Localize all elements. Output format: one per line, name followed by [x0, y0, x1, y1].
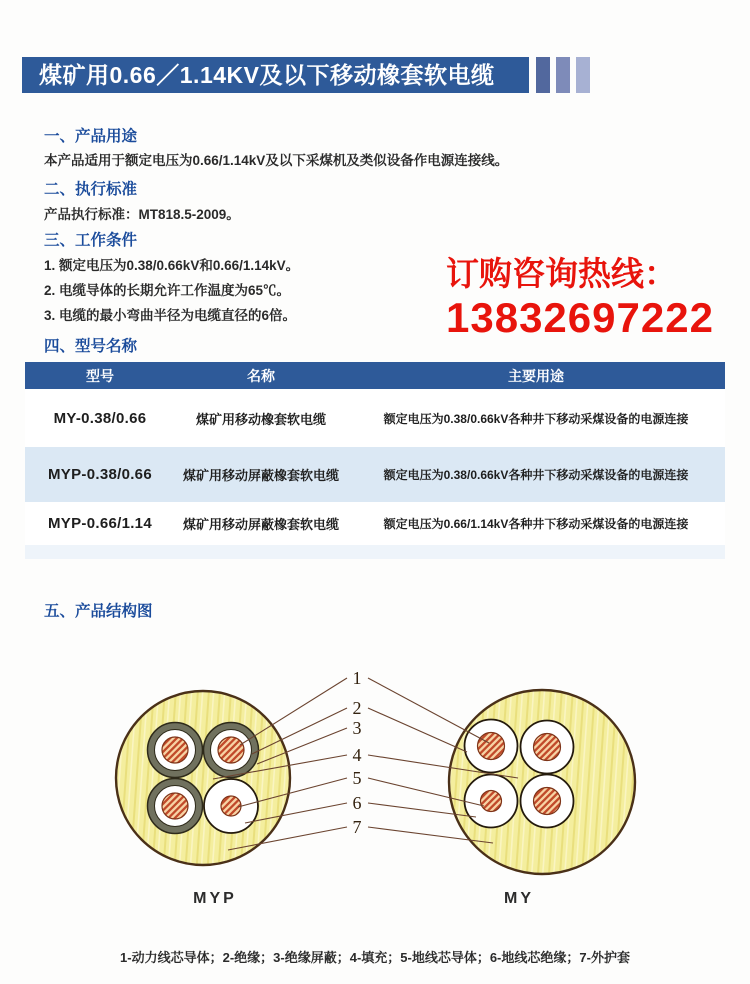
- accent-bar-3: [576, 57, 590, 93]
- header-cell-model: 型号: [86, 367, 114, 384]
- condition-item-2: 2. 电缆导体的长期允许工作温度为65℃。: [44, 283, 291, 298]
- model-cell: MYP-0.66/1.14: [48, 515, 152, 532]
- accent-bar-2: [556, 57, 570, 93]
- table-header-row: [25, 362, 725, 389]
- cable-structure-diagram: [0, 640, 750, 940]
- callout-number: 4: [352, 745, 362, 765]
- hotline-phone: 13832697222: [446, 294, 714, 341]
- header-cell-usage: 主要用途: [508, 367, 564, 384]
- section-2-heading: 二、执行标准: [44, 181, 138, 198]
- title-banner: [22, 57, 529, 93]
- name-cell: 煤矿用移动屏蔽橡套软电缆: [182, 517, 339, 532]
- ground-conductor: [221, 796, 241, 816]
- power-core: [148, 779, 203, 834]
- my-label: MY: [504, 890, 534, 907]
- power-core: [465, 720, 518, 773]
- section-2-body: 产品执行标准：MT818.5-2009。: [44, 207, 240, 222]
- callout-line: [368, 708, 467, 752]
- table-row: [25, 502, 725, 545]
- header-cell-name: 名称: [247, 367, 275, 384]
- condition-item-3: 3. 电缆的最小弯曲半径为电缆直径的6倍。: [44, 308, 297, 323]
- myp-cross-section: [116, 691, 290, 865]
- my-cross-section: [449, 690, 635, 874]
- power-core: [204, 723, 259, 778]
- conductor: [162, 793, 188, 819]
- table-bottom-strip: [25, 545, 725, 559]
- callout-line: [368, 678, 489, 743]
- model-cell: MY-0.38/0.66: [53, 409, 147, 427]
- callout-number: 6: [352, 793, 362, 813]
- outer-sheath: [116, 691, 290, 865]
- usage-cell: 额定电压为0.38/0.66kV各种井下移动采煤设备的电源连接: [383, 411, 689, 426]
- section-1-body: 本产品适用于额定电压为0.66/1.14kV及以下采煤机及类似设备作电源连接线。: [44, 153, 509, 168]
- page-title: 煤矿用0.66／1.14KV及以下移动橡套软电缆: [39, 62, 495, 88]
- models-table: [25, 362, 725, 559]
- callout-number: 1: [352, 668, 362, 688]
- section-3-heading: 三、工作条件: [44, 232, 138, 249]
- power-core: [521, 775, 574, 828]
- callout-number: 5: [352, 768, 362, 788]
- myp-label: MYP: [193, 890, 237, 907]
- conductor: [218, 737, 244, 763]
- diagram-legend: 1-动力线芯导体；2-绝缘；3-绝缘屏蔽；4-填充；5-地线芯导体；6-地线芯绝缘；7-外护套: [120, 950, 630, 965]
- power-core: [148, 723, 203, 778]
- section-1-heading: 一、产品用途: [44, 128, 138, 145]
- conductor: [534, 734, 561, 761]
- section-5-heading: 五、产品结构图: [44, 603, 153, 620]
- callout-number: 3: [352, 718, 362, 738]
- hotline-label: 订购咨询热线：: [446, 255, 677, 292]
- ground-core: [204, 779, 258, 833]
- callout-numbers: [353, 668, 362, 837]
- working-conditions-list: [44, 253, 299, 328]
- name-cell: 煤矿用移动橡套软电缆: [195, 411, 326, 427]
- callout-number: 2: [352, 698, 362, 718]
- ground-conductor: [481, 791, 502, 812]
- table-row: [25, 447, 725, 502]
- accent-bar-1: [536, 57, 550, 93]
- condition-item-1: 1. 额定电压为0.38/0.66kV和0.66/1.14kV。: [44, 258, 300, 273]
- name-cell: 煤矿用移动屏蔽橡套软电缆: [182, 468, 339, 483]
- model-cell: MYP-0.38/0.66: [48, 466, 152, 483]
- power-core: [521, 721, 574, 774]
- conductor: [478, 733, 505, 760]
- order-hotline: [446, 254, 714, 341]
- conductor: [162, 737, 188, 763]
- section-4-heading: 四、型号名称: [44, 338, 138, 355]
- ground-core: [465, 775, 518, 828]
- usage-cell: 额定电压为0.38/0.66kV各种井下移动采煤设备的电源连接: [383, 468, 689, 482]
- callout-number: 7: [352, 817, 362, 837]
- conductor: [534, 788, 561, 815]
- table-row: [25, 389, 725, 447]
- usage-cell: 额定电压为0.66/1.14kV各种井下移动采煤设备的电源连接: [383, 517, 689, 531]
